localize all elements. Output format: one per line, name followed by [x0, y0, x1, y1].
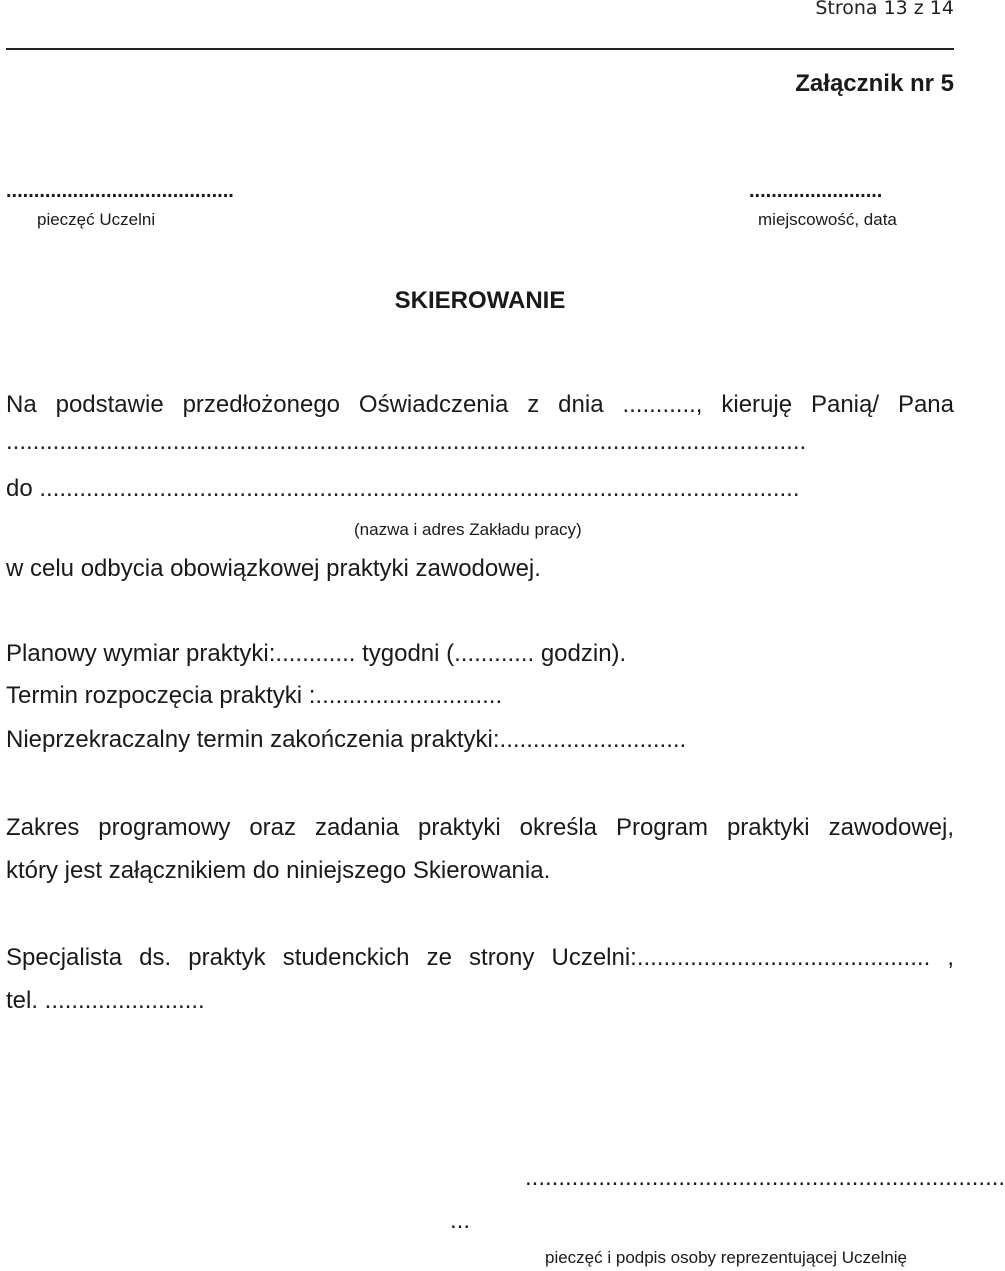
start-date-field: Termin rozpoczęcia praktyki :............................	[6, 682, 503, 709]
planned-duration: Planowy wymiar praktyki:............ tygodni (............ godzin).	[6, 640, 627, 667]
stamp-dots: .........................................	[6, 180, 234, 202]
para1-line4: w celu odbycia obowiązkowej praktyki zawodowej.	[6, 555, 541, 582]
scope-line2: który jest załącznikiem do niniejszego Skierowania.	[6, 857, 551, 884]
attachment-label: Załącznik nr 5	[795, 70, 954, 97]
para1-line3: do ..................................................................................................................	[6, 475, 800, 502]
place-date-caption: miejscowość, data	[758, 210, 897, 229]
signature-dots-wrap: ...	[450, 1207, 471, 1234]
place-date-dots: ........................	[749, 180, 883, 202]
signature-dots: ........................................................................	[525, 1164, 1005, 1191]
para1-line1: Na podstawie przedłożonego Oświadczenia z dnia ..........., kieruję Panią/ Pana	[6, 391, 954, 418]
workplace-caption: (nazwa i adres Zakładu pracy)	[354, 520, 582, 539]
para1-line2: ........................................................................................................................	[6, 428, 807, 455]
end-date-field: Nieprzekraczalny termin zakończenia praktyki:............................	[6, 726, 687, 753]
header-divider	[6, 48, 954, 50]
signature-caption: pieczęć i podpis osoby reprezentującej Uczelnię	[545, 1248, 907, 1267]
page-number: Strona 13 z 14	[815, 0, 954, 19]
stamp-caption: pieczęć Uczelni	[37, 210, 156, 229]
specialist-phone: tel. ........................	[6, 987, 205, 1014]
specialist-line1: Specjalista ds. praktyk studenckich ze strony Uczelni:............................................ ,	[6, 944, 954, 971]
document-title: SKIEROWANIE	[394, 287, 566, 314]
scope-line1: Zakres programowy oraz zadania praktyki określa Program praktyki zawodowej,	[6, 814, 954, 841]
